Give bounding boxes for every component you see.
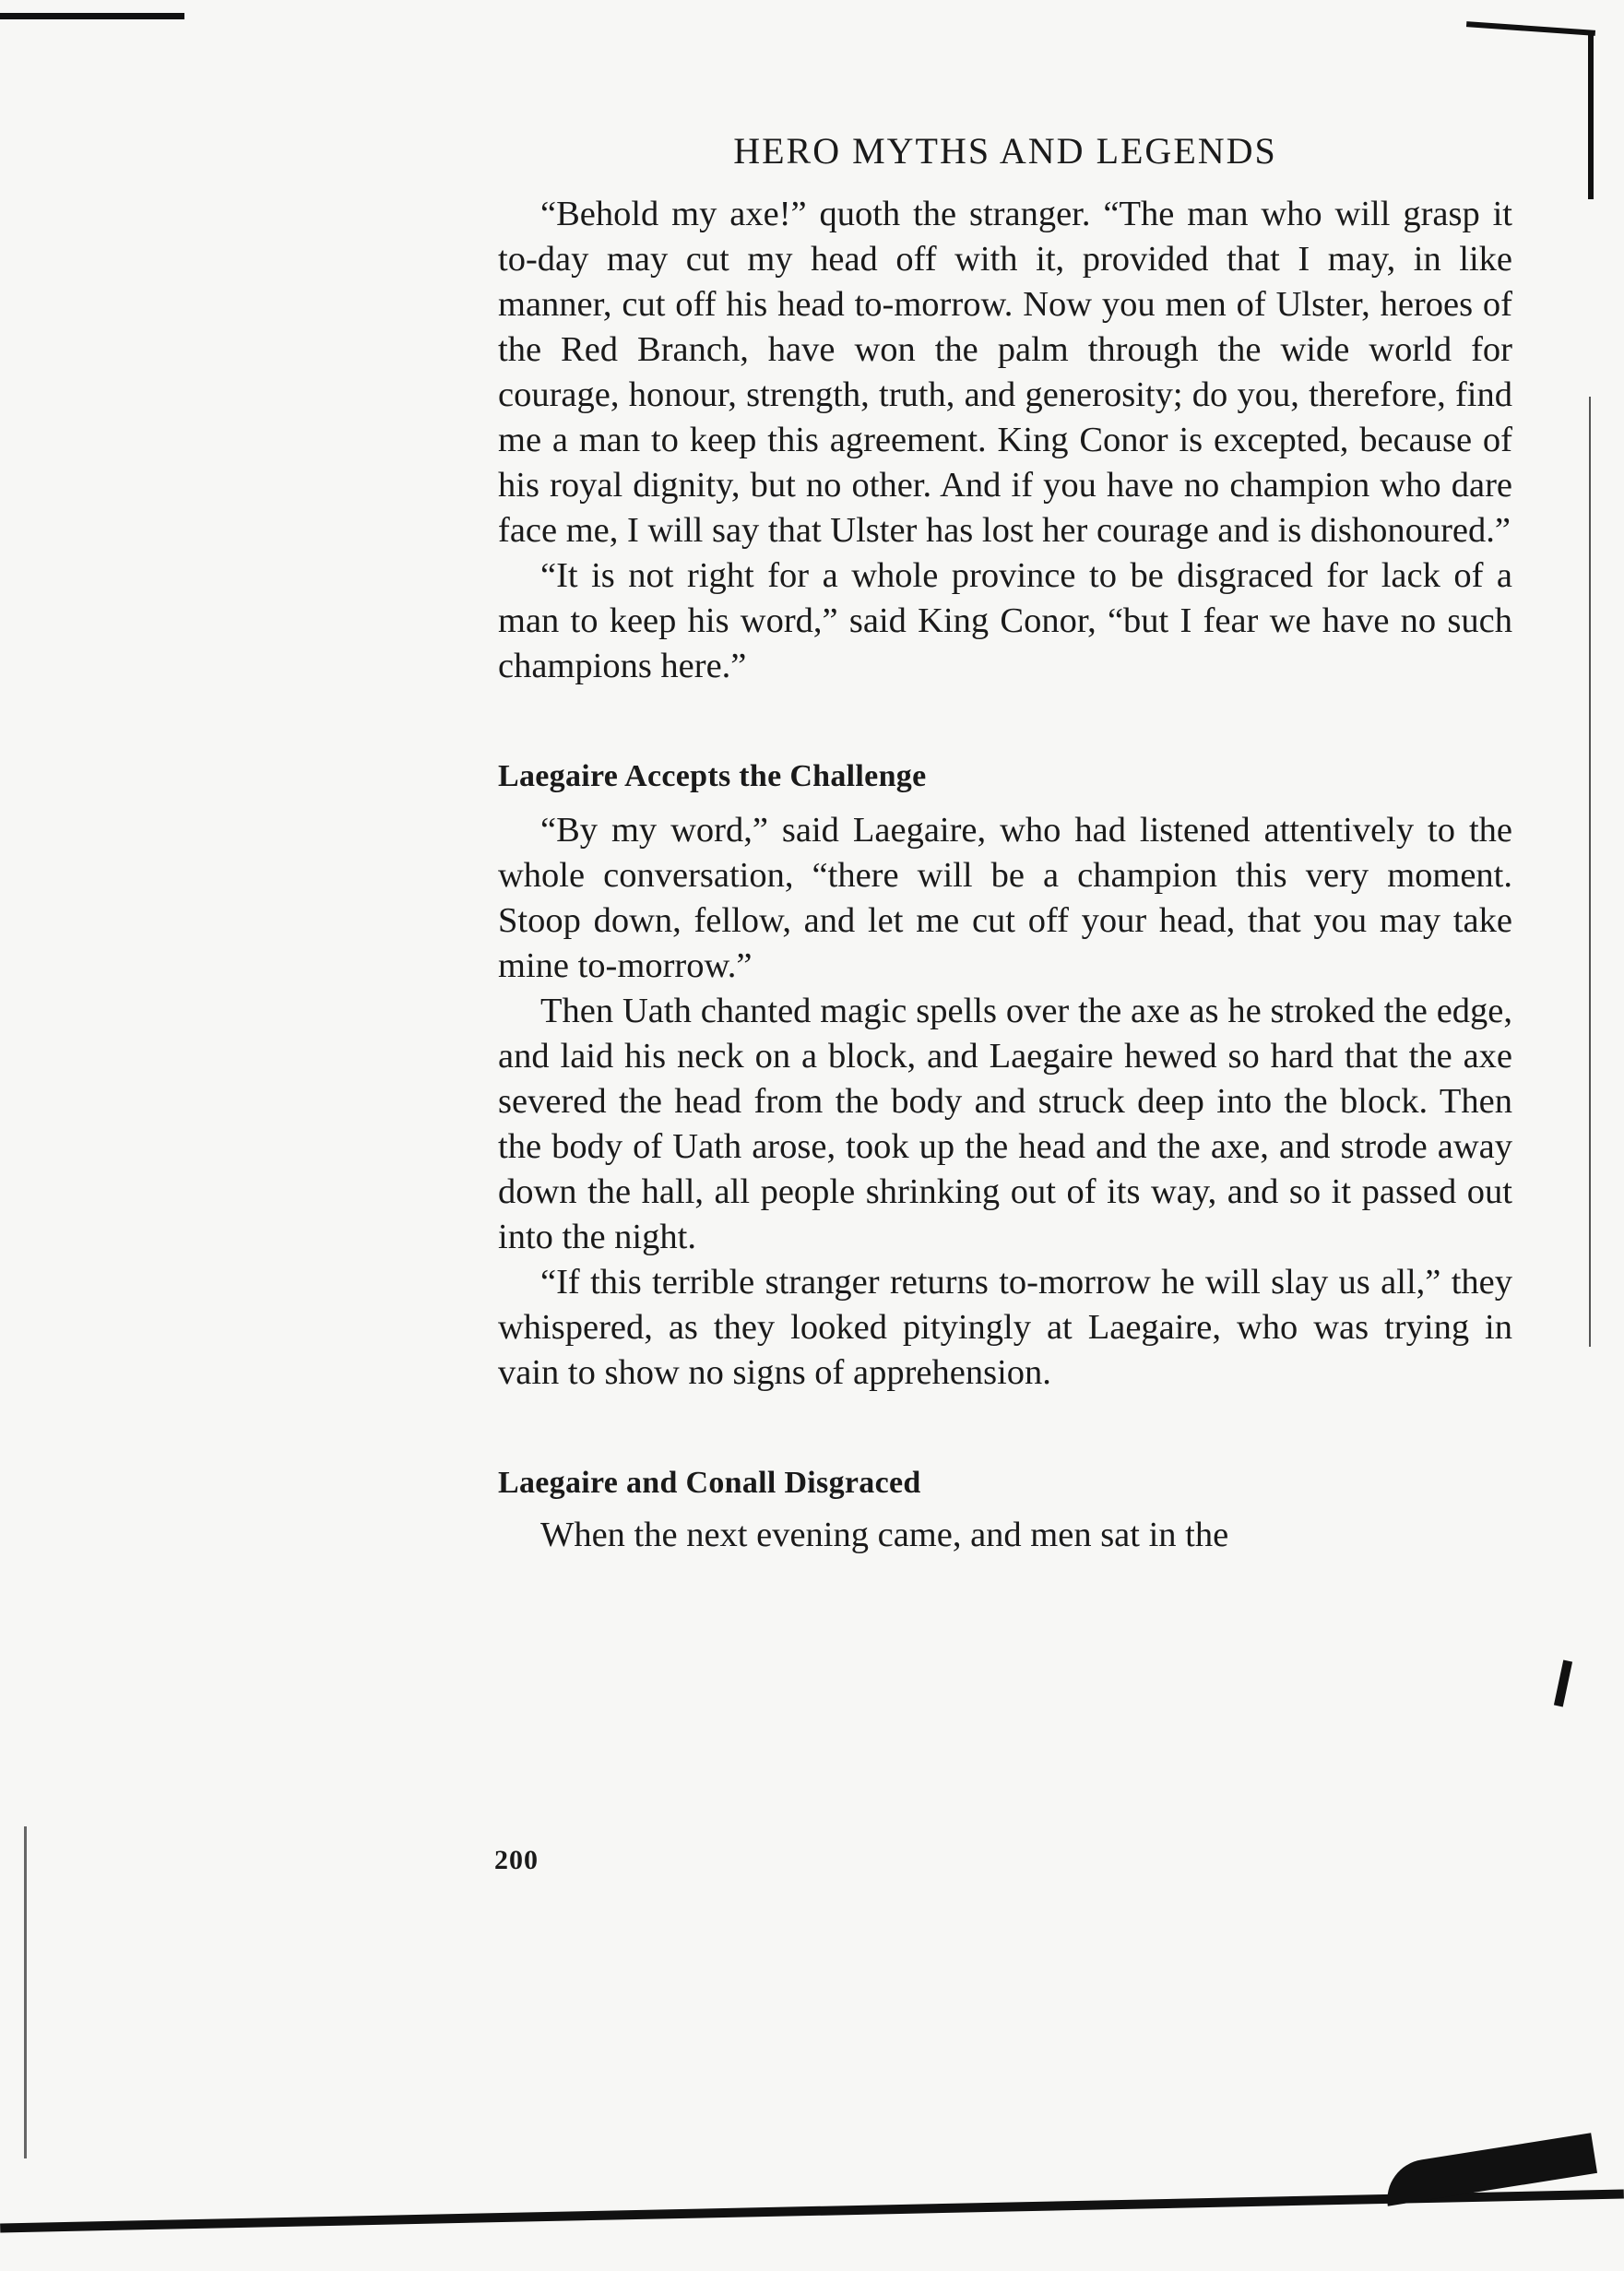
paragraph-next-evening: When the next evening came, and men sat in the [540,1516,1229,1554]
page-number: 200 [494,1845,539,1875]
section-heading-disgraced: Laegaire and Conall Disgraced [498,1466,921,1500]
running-head: HERO MYTHS AND LEGENDS [733,130,1277,172]
paragraph-king-conor: “It is not right for a whole province to be disgraced for lack of a man to keep his word,” said King Conor, “but I fear we have no such champions here.” [498,556,1512,685]
scan-edge-right-thin [1589,397,1591,1347]
paragraph-laegaire-word: “By my word,” said Laegaire, who had listened attentively to the whole conversation, “there will be a champion this very moment. Stoop down, fellow, and let me cut off your head, that you may take mine to-morrow.” [498,811,1512,985]
scan-edge-top-left [0,13,184,19]
scan-edge-right [1588,33,1594,199]
body-text [498,192,1512,1558]
scan-edge-left-thin [24,1826,27,2158]
paragraph-stranger-challenge: “Behold my axe!” quoth the stranger. “The man who will grasp it to-day may cut my head off with it, provided that I may, in like manner, cut off his head to-morrow. Now you men of Ulster, heroes of the Red Branch, have won the palm through the wide world for courage, honour, strength, truth, and generosity; do you, therefore, find me a man to keep this agreement. King Conor is excepted, because of his royal dignity, but no other. And if you have no champion who dare face me, I will say that Ulster has lost her courage and is dishonoured.” [498,195,1512,550]
paragraph-terrible-stranger: “If this terrible stranger returns to-morrow he will slay us all,” they whispered, as they looked pityingly at Laegaire, who was trying in vain to show no signs of apprehension. [498,1263,1512,1392]
scan-mark-right [1554,1660,1572,1707]
section-heading-laegaire-accepts: Laegaire Accepts the Challenge [498,759,927,793]
paragraph-uath-chanted: Then Uath chanted magic spells over the axe as he stroked the edge, and laid his neck on a block, and Laegaire hewed so hard that the axe severed the head from the body and struck deep into the block. Then the body of Uath arose, took up the head and the axe, and strode away down the hall, all people shrinking out of its way, and so it passed out into the night. [498,992,1512,1256]
scan-edge-top-right [1466,21,1595,36]
scan-edge-bottom [0,2190,1624,2233]
